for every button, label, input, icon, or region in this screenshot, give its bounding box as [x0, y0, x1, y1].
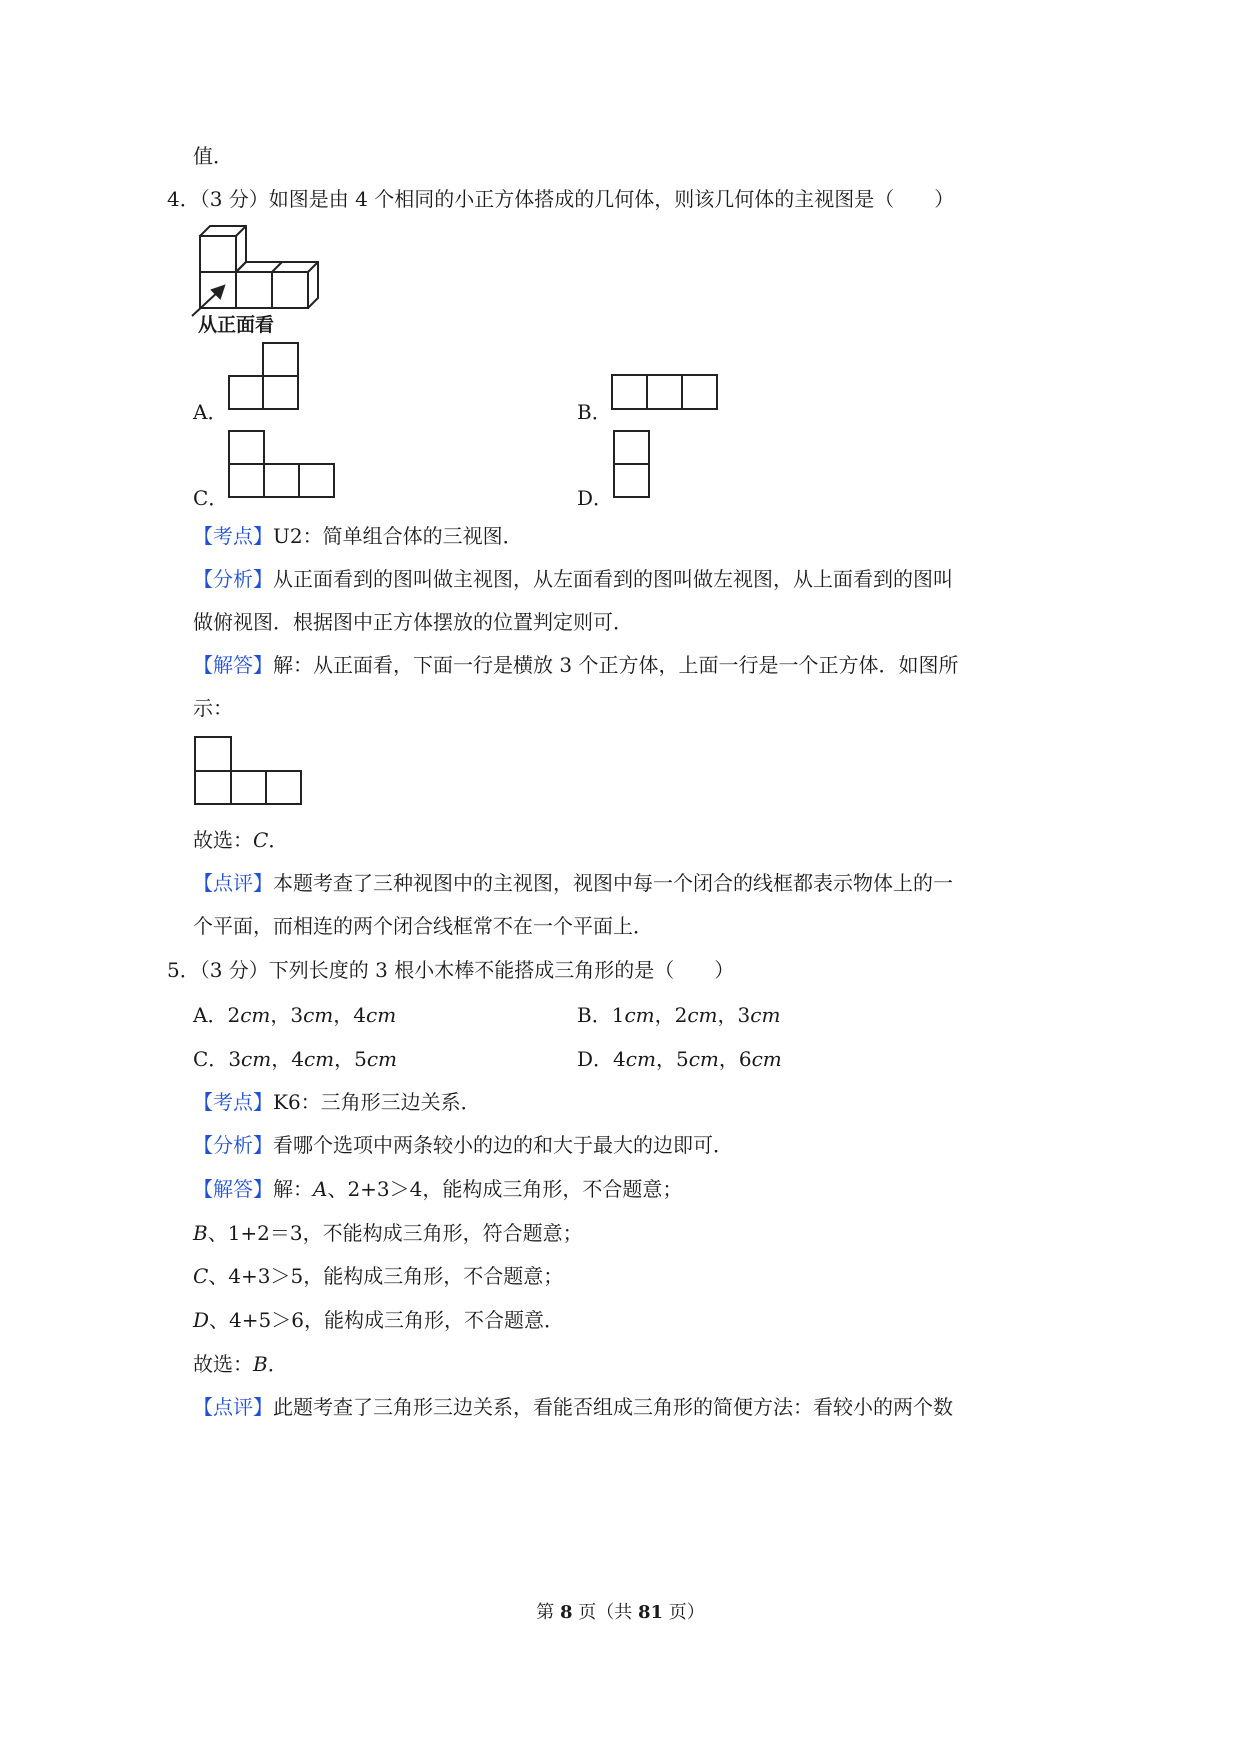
fenxi-text: 从正面看到的图叫做主视图，从左面看到的图叫做左视图，从上面看到的图叫 — [273, 567, 953, 591]
q5-fenxi — [193, 1131, 733, 1159]
q5-guxuan: 故选：B． — [193, 1352, 288, 1376]
fenxi-tag: 【分析】 — [193, 1133, 273, 1157]
q5-kaodian — [193, 1088, 481, 1116]
option-label: C． — [193, 1047, 229, 1071]
kaodian-text: K6：三角形三边关系． — [273, 1090, 481, 1114]
q4-option-a-figure — [228, 342, 300, 410]
q5-jieda-line-d: D、4+5＞6，能构成三角形，不合题意． — [193, 1308, 564, 1332]
option-label: B． — [577, 1003, 612, 1027]
q4-option-d-label: D． — [577, 486, 614, 510]
page-total: 81 — [637, 1602, 664, 1623]
q5-option-c: C．3cm，4cm，5cm — [193, 1047, 398, 1071]
kaodian-tag: 【考点】 — [193, 524, 273, 548]
option-label: D． — [577, 1047, 614, 1071]
q4-guxuan — [193, 826, 288, 854]
q5-option-b: B．1cm，2cm，3cm — [577, 1003, 781, 1027]
fenxi-tag: 【分析】 — [193, 567, 273, 591]
q4-figure-caption: 从正面看 — [198, 314, 275, 336]
page-footer: 第 8 页（共 81 页） — [536, 1602, 705, 1623]
jieda-tag: 【解答】 — [193, 653, 273, 677]
q4-kaodian — [193, 522, 523, 550]
fenxi-text: 看哪个选项中两条较小的边的和大于最大的边即可． — [273, 1133, 733, 1157]
q4-jieda — [193, 651, 958, 679]
q4-option-d-figure — [613, 430, 651, 498]
q4-fenxi-cont: 做俯视图．根据图中正方体摆放的位置判定则可． — [193, 610, 633, 634]
q4-stem: 4．（3 分）如图是由 4 个相同的小正方体搭成的几何体，则该几何体的主视图是（ ） — [167, 187, 955, 211]
guxuan-suffix: ． — [268, 828, 289, 852]
continued-text: 值． — [193, 144, 233, 168]
q5-option-d: D．4cm，5cm，6cm — [577, 1047, 782, 1071]
jieda-text: 解：从正面看，下面一行是横放 3 个正方体，上面一行是一个正方体．如图所 — [273, 653, 959, 677]
q4-dianping — [193, 869, 953, 897]
q4-option-b-figure — [611, 374, 719, 410]
kaodian-tag: 【考点】 — [193, 1090, 273, 1114]
q5-jieda-line-c: C、4+3＞5，能构成三角形，不合题意； — [193, 1264, 564, 1288]
guxuan-prefix: 故选： — [193, 828, 253, 852]
q4-dianping-cont: 个平面，而相连的两个闭合线框常不在一个平面上． — [193, 914, 653, 938]
q5-stem: 5．（3 分）下列长度的 3 根小木棒不能搭成三角形的是（ ） — [167, 958, 735, 982]
q4-option-c-figure — [228, 430, 336, 498]
q4-option-b-label: B． — [577, 400, 612, 424]
q5-jieda: 【解答】解：A、2+3＞4，能构成三角形，不合题意； — [193, 1177, 683, 1201]
dianping-tag: 【点评】 — [193, 1395, 273, 1419]
q4-fenxi — [193, 565, 953, 593]
q4-answer-figure — [194, 736, 304, 806]
q5-option-a: A．2cm，3cm，4cm — [193, 1003, 397, 1027]
page-number: 8 — [559, 1602, 573, 1623]
q4-option-a-label: A． — [193, 400, 228, 424]
dianping-tag: 【点评】 — [193, 871, 273, 895]
option-label: A． — [193, 1003, 228, 1027]
q4-jieda-cont: 示： — [193, 696, 233, 720]
q5-dianping — [193, 1393, 953, 1421]
q5-jieda-line-b: B、1+2＝3，不能构成三角形，符合题意； — [193, 1221, 583, 1245]
guxuan-answer: C — [253, 828, 269, 852]
kaodian-text: U2：简单组合体的三视图． — [273, 524, 523, 548]
dianping-text: 此题考查了三角形三边关系，看能否组成三角形的简便方法：看较小的两个数 — [273, 1395, 953, 1419]
jieda-tag: 【解答】 — [193, 1177, 273, 1201]
dianping-text: 本题考查了三种视图中的主视图，视图中每一个闭合的线框都表示物体上的一 — [273, 871, 953, 895]
q4-option-c-label: C． — [193, 486, 229, 510]
